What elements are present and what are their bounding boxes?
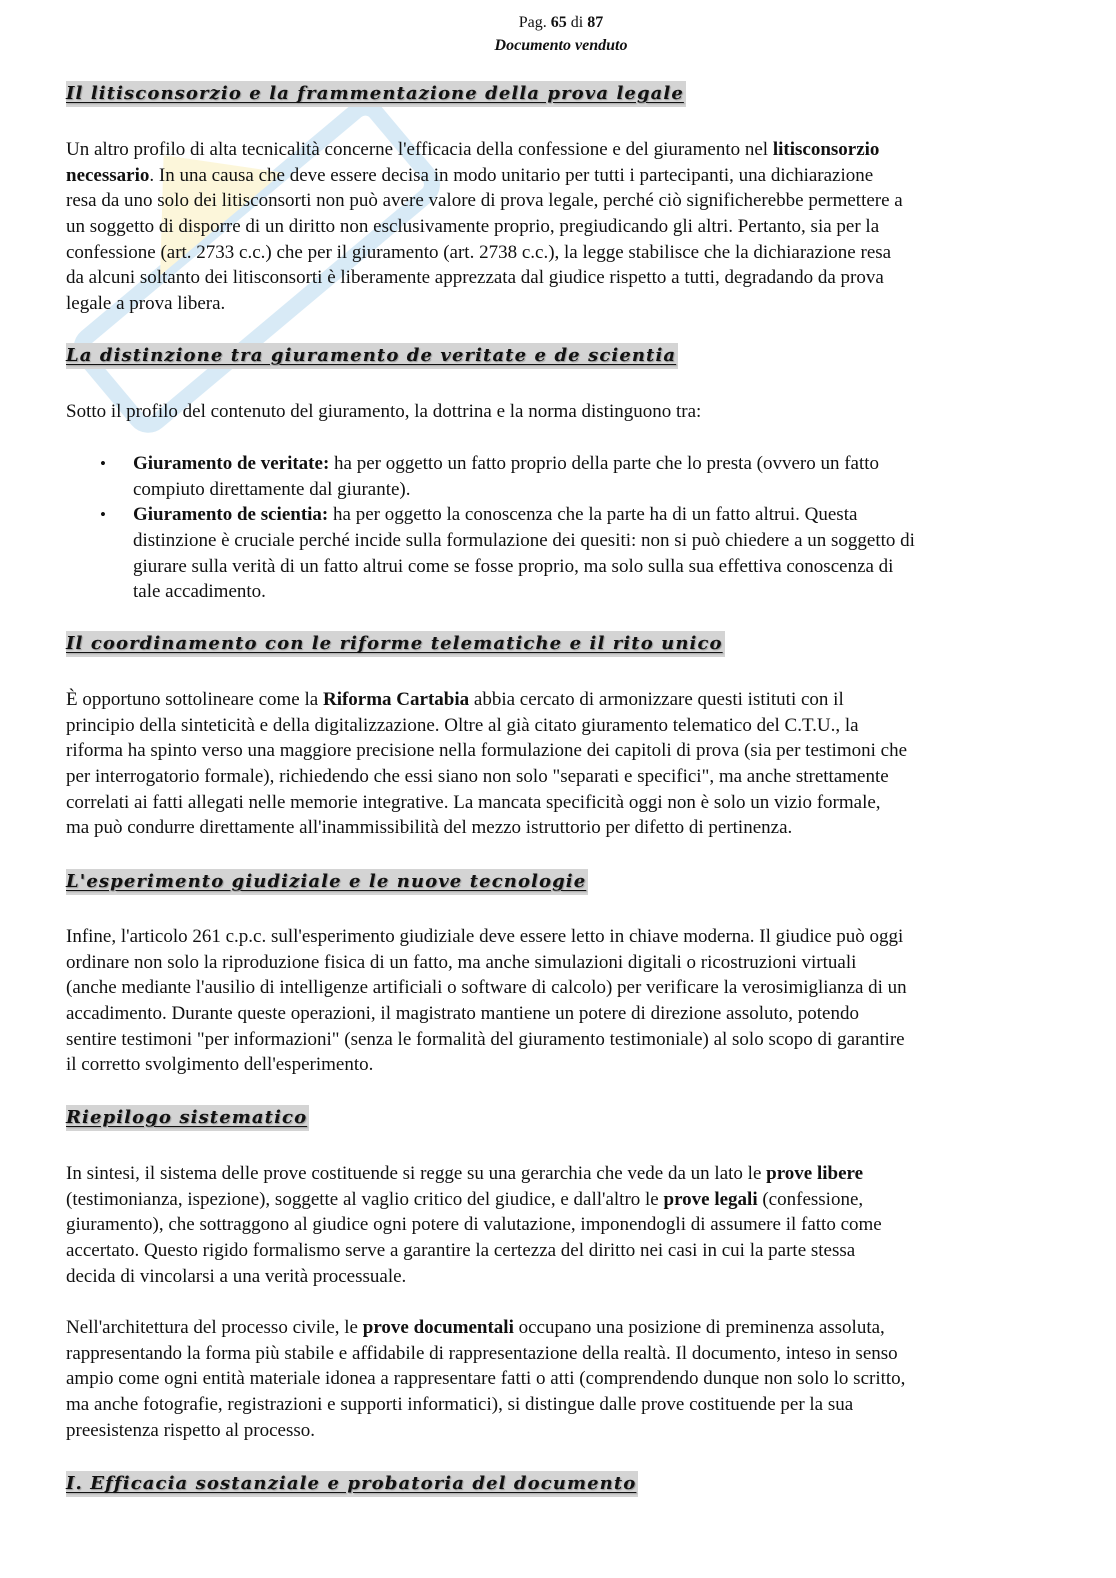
section-heading: La distinzione tra giuramento de veritate e de scientia bbox=[66, 343, 678, 369]
text-line bbox=[66, 214, 903, 240]
text-line bbox=[66, 1052, 907, 1078]
text-run: correlati ai fatti allegati nelle memorie integrative. La mancata specificità oggi non è solo un vizio formale, bbox=[66, 791, 881, 813]
text-run: ma può condurre direttamente all'inammissibilità del mezzo istruttorio per difetto di pertinenza. bbox=[66, 817, 793, 839]
bold-text: Riforma Cartabia bbox=[322, 689, 470, 710]
bold-text: necessario bbox=[66, 164, 150, 186]
text-line bbox=[66, 1027, 907, 1053]
text-line bbox=[133, 528, 915, 554]
text-line bbox=[66, 188, 903, 214]
text-line bbox=[133, 502, 915, 528]
text-run: giuramento), che sottraggono al giudice ogni potere di valutazione, imponendogli di assumere il fatto come bbox=[66, 1214, 882, 1236]
text-line bbox=[66, 1212, 882, 1238]
text-run: (anche mediante l'ausilio di intelligenze artificiali o software di calcolo) per verificare la verosimiglianza di un bbox=[66, 977, 907, 999]
text-run: principio della sinteticità e della digitalizzazione. Oltre al già citato giuramento telematico del C.T.U., la bbox=[66, 714, 859, 736]
paragraph bbox=[66, 399, 701, 425]
paragraph bbox=[66, 1315, 905, 1443]
text-line bbox=[66, 1264, 882, 1290]
text-line bbox=[66, 291, 903, 317]
text-line bbox=[66, 687, 907, 713]
text-line bbox=[66, 924, 907, 950]
text-run: ampio come ogni entità materiale idonea a rappresentare fatti o atti (comprendendo dunque non solo lo scritto, bbox=[66, 1368, 906, 1390]
page-prefix: Pag. bbox=[518, 14, 551, 31]
text-run: compiuto direttamente dal giurante). bbox=[133, 478, 411, 500]
text-run: Sotto il profilo del contenuto del giuramento, la dottrina e la norma distinguono tra: bbox=[66, 401, 702, 422]
text-line bbox=[66, 1392, 905, 1418]
text-run: da alcuni soltanto dei litisconsorti è liberamente apprezzata dal giudice rispetto a tutti, degradando da prova bbox=[66, 267, 884, 289]
text-run: confessione (art. 2733 c.c.) che per il giuramento (art. 2738 c.c.), la legge stabilisce che la dichiarazione resa bbox=[66, 241, 892, 263]
section-heading: Il coordinamento con le riforme telematiche e il rito unico bbox=[66, 631, 725, 657]
paragraph bbox=[66, 137, 903, 317]
text-run: ha per oggetto la conoscenza che la parte ha di un fatto altrui. Questa bbox=[328, 504, 858, 526]
text-run: riforma ha spinto verso una maggiore precisione nella formulazione dei capitoli di prova (sia per testimoni che bbox=[66, 740, 908, 762]
text-line bbox=[66, 975, 907, 1001]
bold-text: litisconsorzio bbox=[772, 139, 880, 160]
text-line bbox=[66, 713, 907, 739]
bullet-icon: • bbox=[100, 505, 106, 525]
text-run: . In una causa che deve essere decisa in modo unitario per tutti i partecipanti, una dichiarazione bbox=[149, 164, 874, 186]
text-run: il corretto svolgimento dell'esperimento. bbox=[66, 1054, 374, 1076]
text-line bbox=[66, 240, 903, 266]
bold-text: Giuramento de veritate: bbox=[133, 453, 330, 474]
text-run: preesistenza rispetto al processo. bbox=[66, 1419, 316, 1441]
text-run: legale a prova libera. bbox=[66, 292, 226, 314]
text-line bbox=[66, 265, 903, 291]
text-line bbox=[66, 1366, 905, 1392]
text-run: Un altro profilo di alta tecnicalità concerne l'efficacia della confessione e del giuramento nel bbox=[66, 139, 773, 160]
sold-document-label: Documento venduto bbox=[494, 37, 628, 54]
text-line bbox=[66, 163, 903, 189]
paragraph bbox=[66, 924, 907, 1078]
bold-text: prove documentali bbox=[362, 1317, 514, 1338]
text-line bbox=[133, 579, 915, 605]
section-heading: Il litisconsorzio e la frammentazione della prova legale bbox=[66, 81, 686, 107]
bold-text: prove libere bbox=[766, 1163, 864, 1184]
text-line bbox=[66, 1187, 882, 1213]
text-line bbox=[66, 815, 907, 841]
text-run: distinzione è cruciale perché incide sulla formulazione dei quesiti: non si può chiedere a un soggetto di bbox=[133, 529, 915, 551]
text-line bbox=[66, 399, 701, 425]
bullet-list bbox=[66, 451, 915, 605]
section-heading: Riepilogo sistematico bbox=[66, 1105, 309, 1131]
text-run: È opportuno sottolineare come la bbox=[66, 689, 323, 710]
text-line bbox=[133, 554, 915, 580]
text-line bbox=[133, 477, 915, 503]
text-run: ha per oggetto un fatto proprio della parte che lo presta (ovvero un fatto bbox=[329, 453, 880, 474]
text-run: ordinare non solo la riproduzione fisica di un fatto, ma anche simulazioni digitali o ricostruzioni virtuali bbox=[66, 951, 857, 973]
text-run: resa da uno solo dei litisconsorti non può avere valore di prova legale, perché ciò significherebbe permettere a bbox=[66, 190, 903, 212]
bullet-item bbox=[66, 502, 915, 605]
text-line bbox=[66, 950, 907, 976]
total-pages: 87 bbox=[587, 14, 604, 31]
text-line bbox=[66, 738, 907, 764]
text-line bbox=[66, 1161, 882, 1187]
text-run: un soggetto di disporre di un diritto non esclusivamente proprio, pregiudicando gli altri. Pertanto, sia per la bbox=[66, 215, 880, 237]
text-run: accertato. Questo rigido formalismo serve a garantire la certezza del diritto nei casi in cui la parte stessa bbox=[66, 1239, 856, 1261]
text-line bbox=[66, 1341, 905, 1367]
text-run: ma anche fotografie, registrazioni e supporti informatici), si distingue dalle prove costituende per la sua bbox=[66, 1393, 854, 1415]
text-run: abbia cercato di armonizzare questi istituti con il bbox=[469, 689, 844, 710]
text-run: giurare sulla verità di un fatto altrui come se fosse proprio, ma solo sulla sua effettiva conoscenza di bbox=[133, 555, 894, 577]
text-run: Infine, l'articolo 261 c.p.c. sull'esperimento giudiziale deve essere letto in chiave moderna. Il giudice può oggi bbox=[66, 926, 904, 947]
text-run: accadimento. Durante queste operazioni, il magistrato mantiene un potere di direzione assoluto, potendo bbox=[66, 1002, 859, 1024]
text-run: rappresentando la forma più stabile e affidabile di rappresentazione della realtà. Il documento, inteso in senso bbox=[66, 1342, 898, 1364]
text-run: In sintesi, il sistema delle prove costituende si regge su una gerarchia che vede da un lato le bbox=[66, 1163, 767, 1184]
current-page: 65 bbox=[550, 14, 567, 31]
text-line bbox=[66, 790, 907, 816]
text-line bbox=[66, 764, 907, 790]
text-run: (confessione, bbox=[757, 1188, 864, 1210]
text-line bbox=[66, 1001, 907, 1027]
paragraph bbox=[66, 1161, 882, 1289]
paragraph bbox=[66, 687, 907, 841]
text-line bbox=[133, 451, 915, 477]
section-heading: I. Efficacia sostanziale e probatoria del documento bbox=[66, 1471, 638, 1497]
text-run: per interrogatorio formale), richiedendo che essi siano non solo "separati e specifici", ma anche strettamente bbox=[66, 765, 889, 787]
text-run: tale accadimento. bbox=[133, 581, 266, 603]
page-sep: di bbox=[566, 14, 588, 31]
bullet-item bbox=[66, 451, 915, 502]
section-heading: L'esperimento giudiziale e le nuove tecnologie bbox=[66, 869, 588, 895]
text-line bbox=[66, 1315, 905, 1341]
text-line bbox=[66, 1238, 882, 1264]
bold-text: Giuramento de scientia: bbox=[133, 504, 329, 526]
text-run: occupano una posizione di preminenza assoluta, bbox=[513, 1317, 885, 1338]
bullet-icon: • bbox=[100, 454, 106, 473]
text-run: sentire testimoni "per informazioni" (senza le formalità del giuramento testimoniale) al solo scopo di garantire bbox=[66, 1028, 905, 1050]
text-line bbox=[66, 137, 903, 163]
bold-text: prove legali bbox=[663, 1188, 758, 1210]
text-run: Nell'architettura del processo civile, le bbox=[66, 1317, 363, 1338]
text-run: decida di vincolarsi a una verità processuale. bbox=[66, 1265, 407, 1287]
text-line bbox=[66, 1418, 905, 1444]
text-run: (testimonianza, ispezione), soggette al vaglio critico del giudice, e dall'altro le bbox=[66, 1188, 664, 1210]
page-number bbox=[0, 13, 1116, 33]
